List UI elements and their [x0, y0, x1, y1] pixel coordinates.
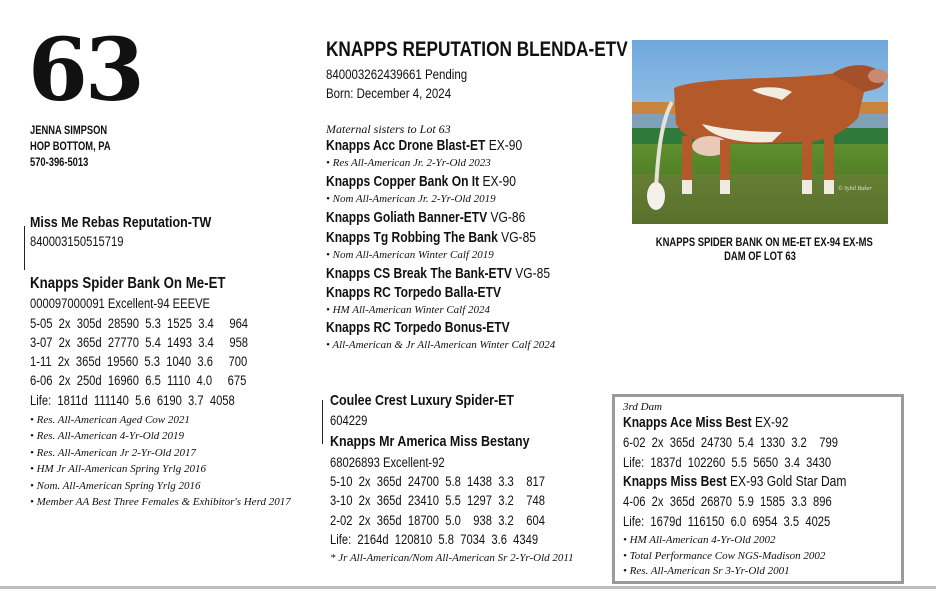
- photo-watermark: © Sybil Baker: [838, 186, 872, 192]
- sire-registration: 840003150515719: [30, 234, 124, 249]
- second-dam-record-row: 2-02 2x 365d 18700 5.0 938 3.2 604: [330, 513, 545, 528]
- sister-5: Knapps CS Break The Bank-ETV VG-85: [326, 266, 551, 282]
- cow-photo-illustration: [632, 40, 888, 224]
- second-dam-name: Knapps Mr America Miss Bestany: [330, 433, 530, 450]
- consignor-location: HOP BOTTOM, PA: [30, 139, 111, 153]
- fourth-dam-lifetime-row: Life: 1679d 116150 6.0 6954 3.5 4025: [623, 514, 831, 529]
- dam-awards: [30, 412, 291, 510]
- dam-lifetime-row: Life: 1811d 111140 5.6 6190 3.7 4058: [30, 393, 235, 408]
- second-dam-note: * Jr All-American/Nom All-American Sr 2-Yr-Old 2011: [330, 552, 574, 564]
- dam-sire-registration: 604229: [330, 413, 368, 428]
- fourth-dam-award: • Total Performance Cow NGS-Madison 2002: [623, 549, 826, 562]
- sister-6: Knapps RC Torpedo Balla-ETV: [326, 285, 501, 301]
- photo-caption: [632, 236, 888, 264]
- maternal-sisters-heading: Maternal sisters to Lot 63: [326, 122, 451, 136]
- sire-name: Miss Me Rebas Reputation-TW: [30, 214, 212, 231]
- dam-award: • Res. All-American Aged Cow 2021: [30, 414, 190, 426]
- dam-record-row: 5-05 2x 305d 28590 5.3 1525 3.4 964: [30, 316, 249, 331]
- dam-award: • Nom. All-American Spring Yrlg 2016: [30, 479, 201, 492]
- dam-record-row: 1-11 2x 365d 19560 5.3 1040 3.6 700: [30, 354, 248, 369]
- sister-3: Knapps Goliath Banner-ETV VG-86: [326, 210, 526, 226]
- dam-award: • Res. All-American Jr 2-Yr-Old 2017: [30, 446, 196, 459]
- sister-7-note: • All-American & Jr All-American Winter Calf 2024: [326, 339, 556, 351]
- sister-2: Knapps Copper Bank On It EX-90: [326, 174, 516, 190]
- third-dam-lifetime-row: Life: 1837d 102260 5.5 5650 3.4 3430: [623, 455, 832, 470]
- photo-caption-line1: KNAPPS SPIDER BANK ON ME-ET EX-94 EX-MS: [655, 237, 873, 249]
- sister-1: Knapps Acc Drone Blast-ET EX-90: [326, 138, 523, 154]
- third-dam-heading: 3rd Dam: [623, 401, 663, 413]
- dam-award: • Member AA Best Three Females & Exhibitor's Herd 2017: [30, 496, 291, 509]
- dam-record-row: 6-06 2x 250d 16960 6.5 1110 4.0 675: [30, 373, 247, 388]
- fourth-dam-name: Knapps Miss Best EX-93 Gold Star Dam: [623, 474, 847, 490]
- sister-4-note: • Nom All-American Winter Calf 2019: [326, 249, 494, 261]
- dam-record-row: 3-07 2x 365d 27770 5.4 1493 3.4 958: [30, 335, 249, 350]
- fourth-dam-award: • Res. All-American Sr 3-Yr-Old 2001: [623, 565, 790, 577]
- page-bottom-rule: [0, 586, 936, 589]
- fourth-dam-awards: [623, 533, 825, 580]
- sister-6-note: • HM All-American Winter Calf 2024: [326, 304, 491, 316]
- dam-sire-name: Coulee Crest Luxury Spider-ET: [330, 392, 515, 409]
- fourth-dam-award: • HM All-American 4-Yr-Old 2002: [623, 534, 776, 546]
- lot-number: 63: [28, 20, 142, 121]
- sire-bracket-line: [24, 226, 25, 270]
- second-dam-record-row: 3-10 2x 365d 23410 5.5 1297 3.2 748: [330, 493, 545, 508]
- dam-registration: 000097000091 Excellent-94 EEEVE: [30, 296, 211, 311]
- animal-birthdate: Born: December 4, 2024: [326, 85, 452, 101]
- dam-award: • HM Jr All-American Spring Yrlg 2016: [30, 463, 206, 476]
- fourth-dam-record-row: 4-06 2x 365d 26870 5.9 1585 3.3 896: [623, 494, 832, 509]
- photo-caption-line2: DAM OF LOT 63: [724, 251, 796, 263]
- consignor-phone: 570-396-5013: [30, 155, 89, 169]
- sister-2-note: • Nom All-American Jr. 2-Yr-Old 2019: [326, 193, 496, 205]
- consignor-name: JENNA SIMPSON: [30, 123, 108, 137]
- dam-sire-bracket-line: [322, 400, 323, 444]
- third-dam-record-row: 6-02 2x 365d 24730 5.4 1330 3.2 799: [623, 435, 838, 450]
- animal-registration: 840003262439661 Pending: [326, 66, 468, 82]
- sister-1-note: • Res All-American Jr. 2-Yr-Old 2023: [326, 157, 491, 169]
- second-dam-registration: 68026893 Excellent-92: [330, 455, 445, 470]
- dam-name: Knapps Spider Bank On Me-ET: [30, 275, 226, 292]
- third-dam-name: Knapps Ace Miss Best EX-92: [623, 415, 789, 431]
- sister-7: Knapps RC Torpedo Bonus-ETV: [326, 320, 510, 336]
- second-dam-lifetime-row: Life: 2164d 120810 5.8 7034 3.6 4349: [330, 532, 539, 547]
- third-dam-box: [612, 394, 904, 584]
- second-dam-record-row: 5-10 2x 365d 24700 5.8 1438 3.3 817: [330, 474, 545, 489]
- consignor-block: [30, 122, 111, 170]
- dam-photo: [632, 40, 888, 224]
- dam-award: • Res. All-American 4-Yr-Old 2019: [30, 430, 185, 443]
- sister-4: Knapps Tg Robbing The Bank VG-85: [326, 230, 536, 246]
- animal-name: KNAPPS REPUTATION BLENDA-ETV: [326, 38, 628, 61]
